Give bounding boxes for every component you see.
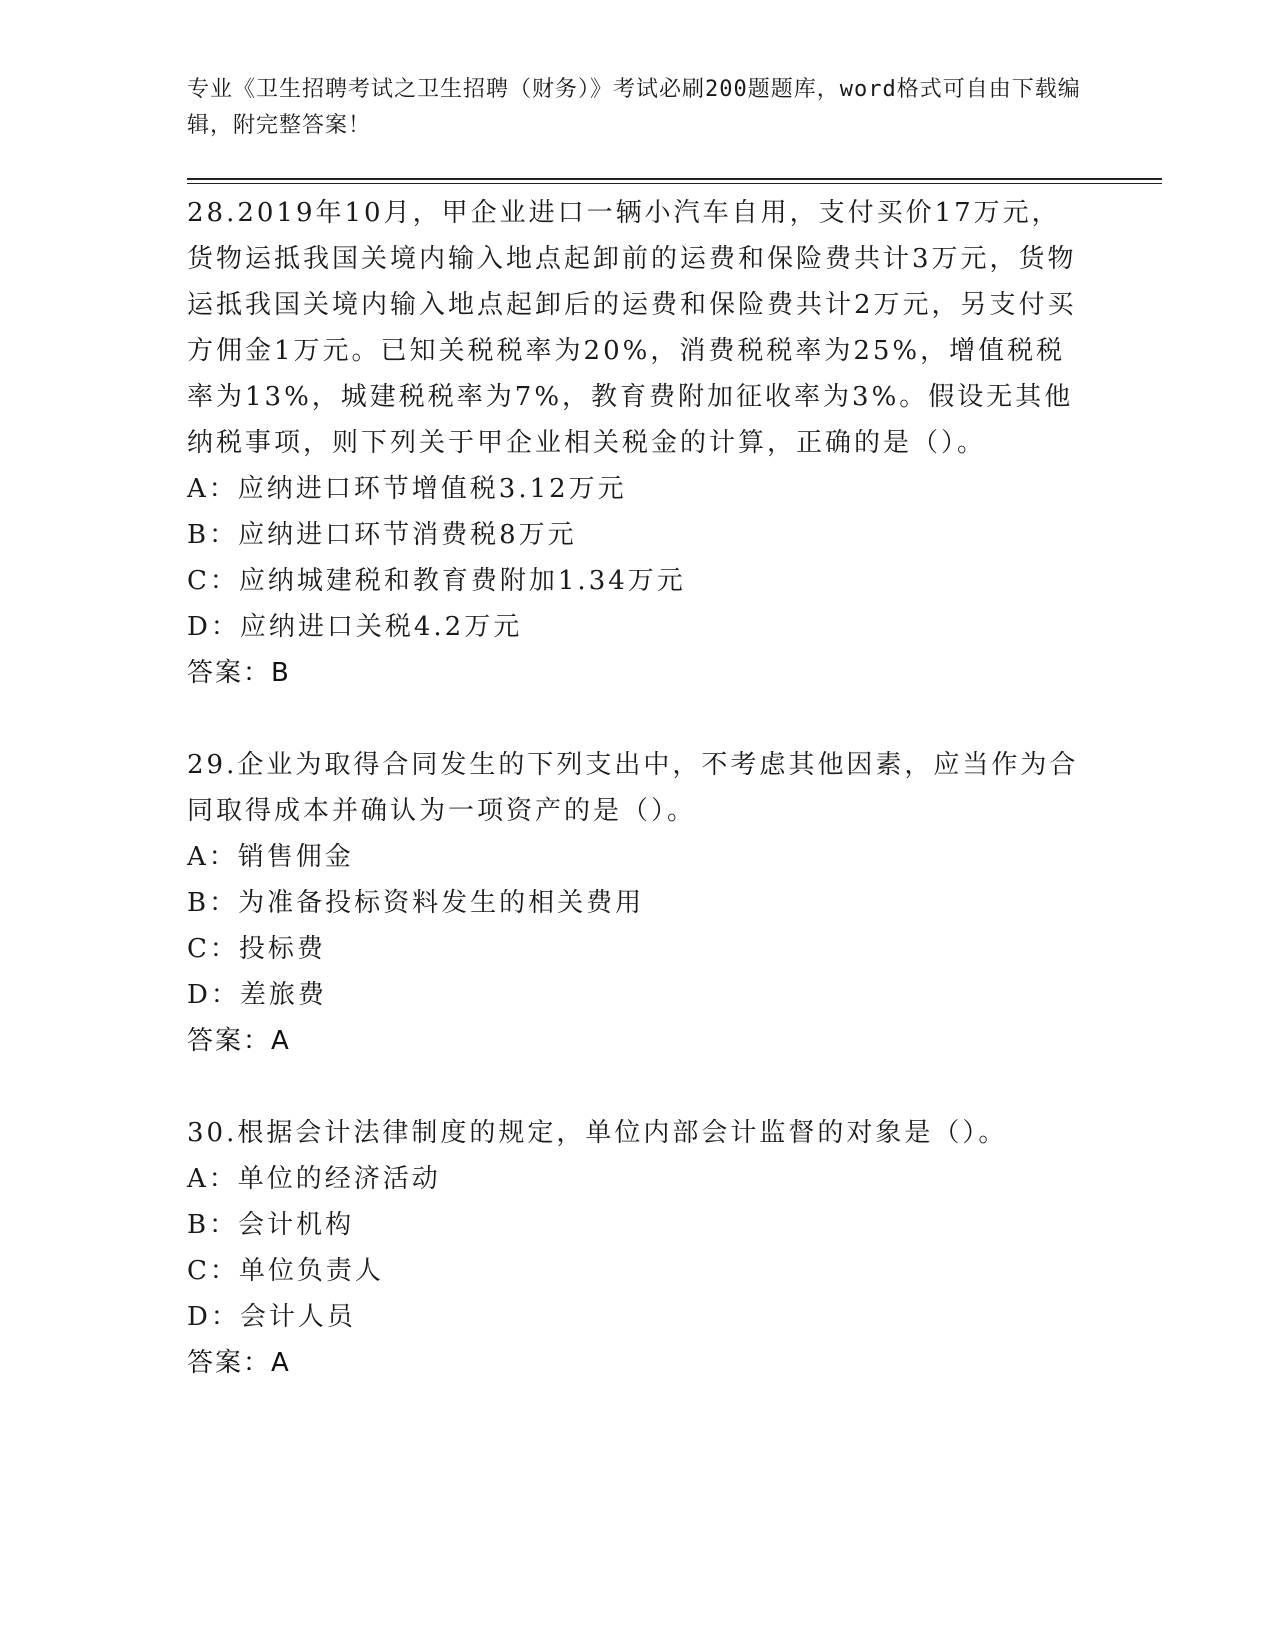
answer: 答案：A	[187, 1348, 291, 1378]
option-c: C：应纳城建税和教育费附加1.34万元	[187, 566, 686, 596]
document-header: 专业《卫生招聘考试之卫生招聘（财务）》考试必刷200题题库，word格式可自由下载编辑，附完整答案！	[187, 77, 1081, 138]
question-28	[187, 190, 1087, 696]
option-c: C：投标费	[187, 934, 326, 964]
option-b: B：应纳进口环节消费税8万元	[187, 520, 577, 550]
question-29	[187, 742, 1087, 1064]
question-list	[187, 190, 1087, 1432]
option-d: D：会计人员	[187, 1302, 356, 1332]
question-text: 30.根据会计法律制度的规定，单位内部会计监督的对象是（）。	[187, 1118, 1008, 1148]
answer: 答案：B	[187, 658, 291, 688]
question-text: 29.企业为取得合同发生的下列支出中，不考虑其他因素，应当作为合同取得成本并确认为一项资产的是（）。	[187, 750, 1079, 826]
question-text: 28.2019年10月，甲企业进口一辆小汽车自用，支付买价17万元，货物运抵我国关境内输入地点起卸前的运费和保险费共计3万元，货物运抵我国关境内输入地点起卸后的运费和保险费共计2万元，另支付买方佣金1万元。已知关税税率为20%，消费税税率为25%，增值税税率为13%，城建税税率为7%，教育费附加征收率为3%。假设无其他纳税事项，则下列关于甲企业相关税金的计算，正确的是（）。	[187, 198, 1077, 458]
option-a: A：销售佣金	[187, 842, 354, 872]
header-rule-thin	[187, 183, 1162, 184]
header-rule-thick	[187, 178, 1162, 180]
option-d: D：差旅费	[187, 980, 327, 1010]
option-a: A：单位的经济活动	[187, 1164, 441, 1194]
option-b: B：会计机构	[187, 1210, 355, 1240]
option-a: A：应纳进口环节增值税3.12万元	[187, 474, 627, 504]
option-d: D：应纳进口关税4.2万元	[187, 612, 523, 642]
option-b: B：为准备投标资料发生的相关费用	[187, 888, 645, 918]
question-30	[187, 1110, 1087, 1386]
answer: 答案：A	[187, 1026, 291, 1056]
option-c: C：单位负责人	[187, 1256, 384, 1286]
